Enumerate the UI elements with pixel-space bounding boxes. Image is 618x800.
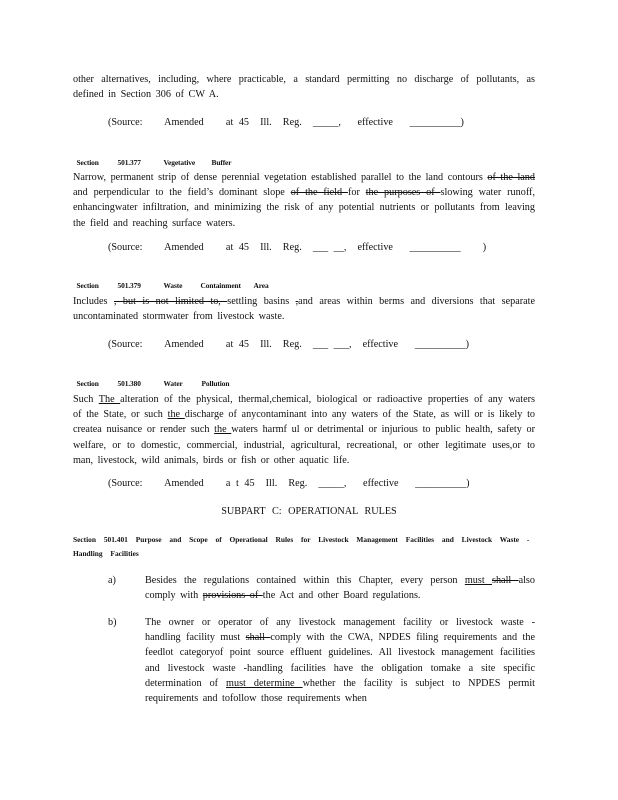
text-run: Such	[73, 394, 99, 405]
source-note: (Source: Amended a t 45 Ill. Reg. _____, effective __________)	[108, 478, 470, 489]
text-run: settling basins	[227, 296, 296, 307]
struck-text: shall	[492, 575, 519, 586]
underlined-text: must	[464, 575, 492, 586]
struck-text: provisions of	[202, 590, 263, 602]
text-run: Includes	[73, 296, 114, 307]
section-heading	[73, 145, 231, 169]
section-number: 501.379	[117, 281, 141, 290]
section-label: Section	[76, 379, 99, 388]
struck-text: ,	[295, 296, 299, 307]
text-run: alteration of the physical, thermal,chemical, biological or radioactive properties of any waters of the State, or such	[73, 394, 535, 421]
section-title-word: Vegetative	[163, 158, 196, 167]
section-heading	[73, 366, 229, 390]
text-run: slowing water runoff, enhancingwater infiltration, and minimizing the risk of any potential nutrients or pollutants from leaving the field and reaching surface waters.	[73, 187, 535, 229]
section-title-word: Waste	[163, 281, 183, 290]
subpart-heading: SUBPART C: OPERATIONAL RULES	[221, 506, 397, 517]
text-run: also comply with	[145, 575, 535, 602]
section-title-word: Area	[253, 281, 269, 290]
item-label: a)	[108, 575, 116, 586]
struck-text: the purposes of	[365, 187, 441, 199]
text-run: the Act and other Board regulations.	[262, 590, 421, 602]
source-note: (Source: Amended at 45 Ill. Reg. ___ ___, effective __________)	[108, 339, 470, 350]
section-body	[73, 392, 535, 468]
section-title-word: Buffer	[211, 158, 232, 167]
section-label: Section	[76, 158, 99, 167]
underlined-text: must determine	[226, 677, 303, 689]
text-run: whether the facility is subject to NPDES permit requirements and tofollow those requirements when	[145, 677, 535, 705]
text-run: comply with the CWA, NPDES filing requirements and the feedlot categoryof point source effluent guidelines. All livestock management facilities and livestock waste -handling facilities have the obligation tomake a site specific determination of	[145, 632, 535, 689]
item-text	[145, 573, 535, 603]
section-body	[73, 170, 535, 231]
struck-text: shall	[245, 632, 271, 644]
section-label: Section	[76, 281, 99, 290]
underlined-text: the	[167, 409, 185, 421]
section-heading: Section 501.401 Purpose and Scope of Operational Rules for Livestock Management Facilities and Livestock Waste -Handling Facilities	[73, 535, 530, 558]
struck-text: of the land	[487, 172, 535, 183]
struck-text: , but is not limited to,	[113, 296, 228, 307]
item-text	[145, 615, 535, 706]
section-heading	[73, 268, 269, 292]
source-note: (Source: Amended at 45 Ill. Reg. ___ __, effective __________ )	[108, 242, 487, 253]
intro-paragraph: other alternatives, including, where practicable, a standard permitting no discharge of pollutants, as defined in Section 306 of CW A.	[73, 74, 535, 101]
section-title-word: Water	[163, 379, 183, 388]
source-note: (Source: Amended at 45 Ill. Reg. _____, effective __________)	[108, 117, 464, 128]
section-number: 501.380	[117, 379, 141, 388]
text-run: for	[347, 187, 366, 199]
text-run: and areas within berms and diversions that separate uncontaminated stormwater from livestock waste.	[73, 296, 536, 323]
text-run: Besides the regulations contained within this Chapter, every person	[145, 575, 465, 586]
underlined-text: the	[214, 424, 232, 436]
text-run: discharge of anycontaminant into any waters of the State, as will or is likely to createa nuisance or render such	[73, 409, 535, 436]
text-run: The owner or operator of any livestock management facility or livestock waste - handling facility must	[145, 617, 535, 644]
struck-text: of the field	[290, 187, 348, 199]
text-run: waters harmf ul or detrimental or injurious to public health, safety or welfare, or to domestic, commercial, industrial, agricultural, recreational, or other legitimate uses,or to man, livestock, wild animals, birds or fish or other aquatic life.	[73, 424, 536, 466]
text-run: Narrow, permanent strip of dense perennial vegetation established parallel to the land contours	[73, 172, 488, 183]
section-title-word: Pollution	[201, 379, 230, 388]
underlined-text: The	[98, 394, 121, 405]
item-label: b)	[108, 617, 117, 628]
section-title-word: Containment	[200, 281, 241, 290]
section-number: 501.377	[117, 158, 141, 167]
text-run: and perpendicular to the field’s dominant slope	[73, 187, 291, 199]
section-body	[73, 294, 535, 324]
